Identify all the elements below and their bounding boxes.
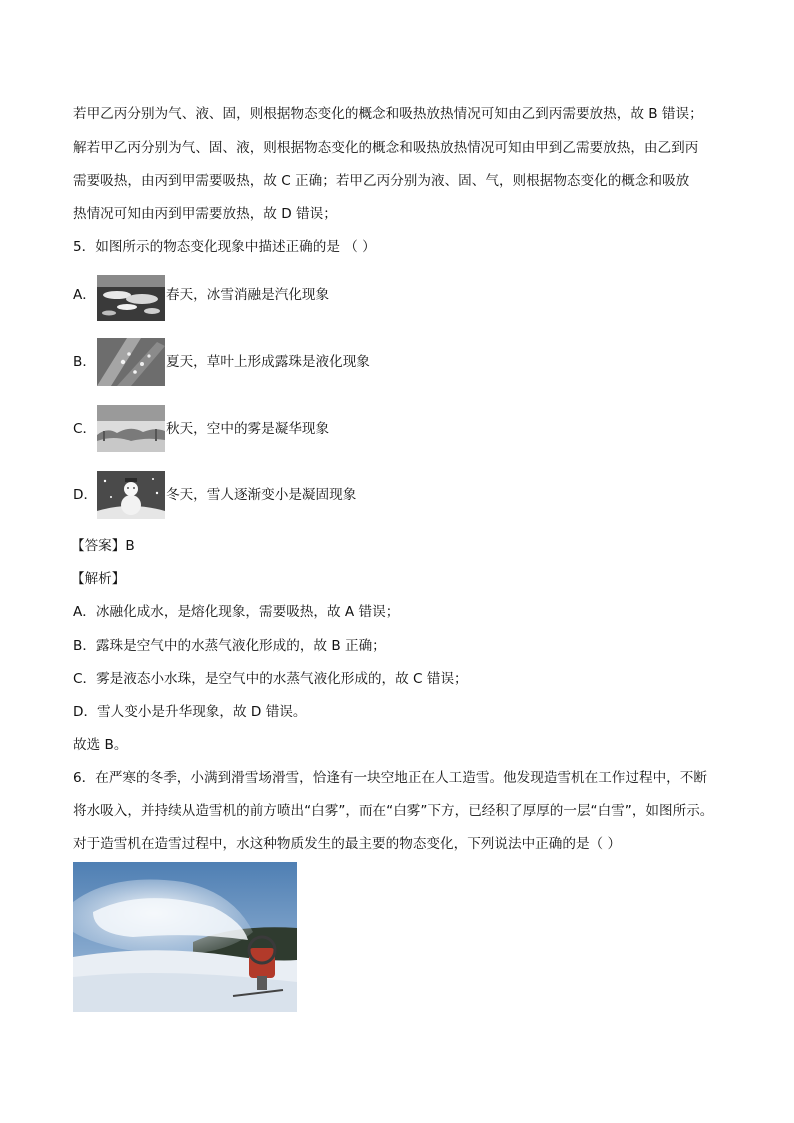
conclusion: 故选 B。 <box>73 737 128 753</box>
analysis-line-d: D．雪人变小是升华现象，故 D 错误。 <box>73 704 307 720</box>
fog-image <box>97 405 165 452</box>
q6-line-2: 将水吸入，并持续从造雪机的前方喷出“白雾”，而在“白雾”下方，已经积了厚厚的一层“白雪”，如图所示。 <box>73 803 714 819</box>
melting-ice-image <box>97 275 165 321</box>
q5-option-d-text: 冬天，雪人逐渐变小是凝固现象 <box>166 487 357 503</box>
analysis-label: 【解析】 <box>71 571 126 587</box>
snowman-image <box>97 471 165 519</box>
intro-line-3: 需要吸热，由丙到甲需要吸热，故 C 正确；若甲乙丙分别为液、固、气，则根据物态变化的概念和吸放 <box>73 173 690 189</box>
q5-option-c-text: 秋天，空中的雾是凝华现象 <box>166 421 330 437</box>
analysis-line-b: B．露珠是空气中的水蒸气液化形成的，故 B 正确； <box>73 638 386 654</box>
snow-machine-photo <box>73 862 297 1012</box>
intro-line-1: 若甲乙丙分别为气、液、固，则根据物态变化的概念和吸热放热情况可知由乙到丙需要放热，故 B 错误； <box>73 106 703 122</box>
q6-line-3: 对于造雪机在造雪过程中，水这种物质发生的最主要的物态变化，下列说法中正确的是（ ） <box>73 836 622 852</box>
q5-option-c-letter: C． <box>73 421 97 437</box>
intro-line-4: 热情况可知由丙到甲需要放热，故 D 错误； <box>73 206 337 222</box>
intro-line-2: 解若甲乙丙分别为气、固、液，则根据物态变化的概念和吸热放热情况可知由甲到乙需要放热，由乙到丙 <box>73 140 699 156</box>
q5-option-d-letter: D． <box>73 487 98 503</box>
analysis-line-a: A．冰融化成水，是熔化现象，需要吸热，故 A 错误； <box>73 604 400 620</box>
q6-line-1: 6．在严寒的冬季，小满到滑雪场滑雪，恰逢有一块空地正在人工造雪。他发现造雪机在工作过程中，不断 <box>73 770 707 786</box>
q5-option-a-text: 春天，冰雪消融是汽化现象 <box>166 287 330 303</box>
q5-option-b-letter: B． <box>73 354 96 370</box>
dew-on-grass-image <box>97 338 165 386</box>
answer-label: 【答案】B <box>71 538 135 554</box>
q5-option-b-text: 夏天，草叶上形成露珠是液化现象 <box>166 354 370 370</box>
q5-stem: 5．如图所示的物态变化现象中描述正确的是 （ ） <box>73 239 376 255</box>
analysis-line-c: C．雾是液态小水珠，是空气中的水蒸气液化形成的，故 C 错误； <box>73 671 468 687</box>
q5-option-a-letter: A． <box>73 287 96 303</box>
